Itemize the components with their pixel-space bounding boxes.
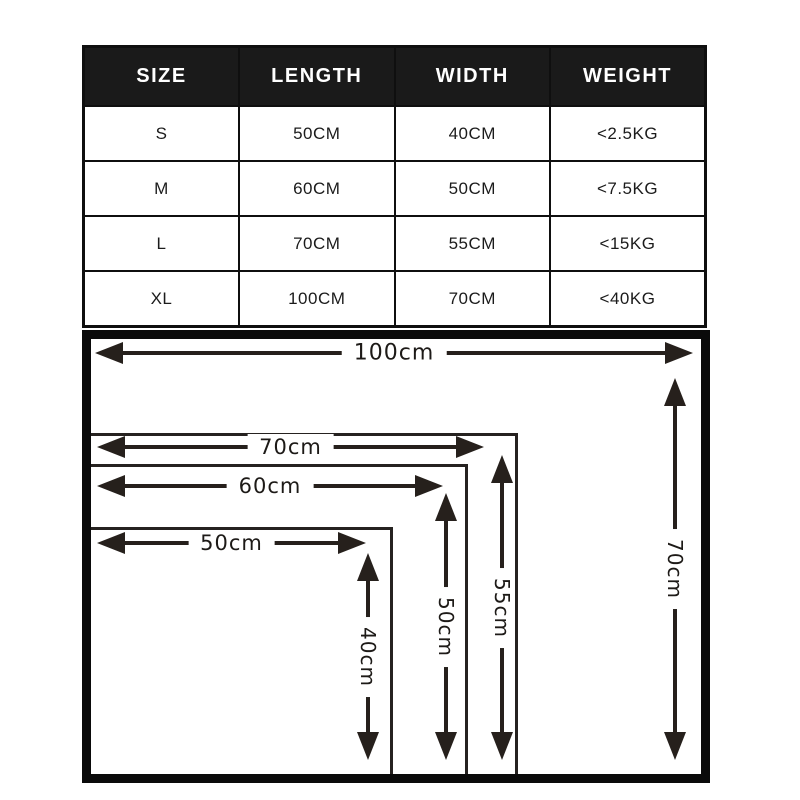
dimension-label: 70cm <box>247 434 334 460</box>
arrow-length-100cm <box>95 341 693 365</box>
dimension-label: 60cm <box>227 473 314 499</box>
dimension-label: 100cm <box>342 340 447 367</box>
cell-width: 55CM <box>395 216 551 271</box>
arrow-length-60cm <box>97 474 443 498</box>
arrow-height-70cm <box>663 378 687 760</box>
arrow-height-50cm <box>434 493 458 760</box>
dimension-label: 50cm <box>433 587 459 667</box>
table-row-m <box>84 161 706 216</box>
cell-weight: <40KG <box>550 271 706 327</box>
arrowhead-down-icon <box>435 732 457 760</box>
arrow-length-50cm <box>97 531 366 555</box>
size-chart-header-row <box>84 47 706 107</box>
rect-size-s-50x40 <box>91 527 393 774</box>
arrowhead-right-icon <box>456 436 484 458</box>
cell-size: S <box>84 106 240 161</box>
arrow-length-70cm <box>97 435 484 459</box>
dimension-label: 55cm <box>489 568 515 648</box>
cell-weight: <7.5KG <box>550 161 706 216</box>
column-header-weight: WEIGHT <box>550 47 706 107</box>
column-header-length: LENGTH <box>239 47 395 107</box>
cell-width: 50CM <box>395 161 551 216</box>
table-row-s <box>84 106 706 161</box>
cell-size: XL <box>84 271 240 327</box>
cell-width: 70CM <box>395 271 551 327</box>
arrowhead-right-icon <box>338 532 366 554</box>
cell-size: M <box>84 161 240 216</box>
arrowhead-right-icon <box>665 342 693 364</box>
cell-width: 40CM <box>395 106 551 161</box>
size-chart-table <box>82 45 707 328</box>
arrowhead-down-icon <box>664 732 686 760</box>
arrowhead-down-icon <box>357 732 379 760</box>
cell-length: 50CM <box>239 106 395 161</box>
cell-weight: <2.5KG <box>550 106 706 161</box>
cell-weight: <15KG <box>550 216 706 271</box>
cell-length: 60CM <box>239 161 395 216</box>
arrowhead-down-icon <box>491 732 513 760</box>
table-row-xl <box>84 271 706 327</box>
column-header-width: WIDTH <box>395 47 551 107</box>
arrow-height-40cm <box>356 553 380 760</box>
dimension-label: 70cm <box>662 529 688 609</box>
dimension-label: 50cm <box>188 530 275 556</box>
table-row-l <box>84 216 706 271</box>
cell-length: 70CM <box>239 216 395 271</box>
column-header-size: SIZE <box>84 47 240 107</box>
cell-size: L <box>84 216 240 271</box>
dimension-label: 40cm <box>355 617 381 697</box>
arrow-height-55cm <box>490 455 514 760</box>
dimension-diagram <box>82 330 710 783</box>
cell-length: 100CM <box>239 271 395 327</box>
